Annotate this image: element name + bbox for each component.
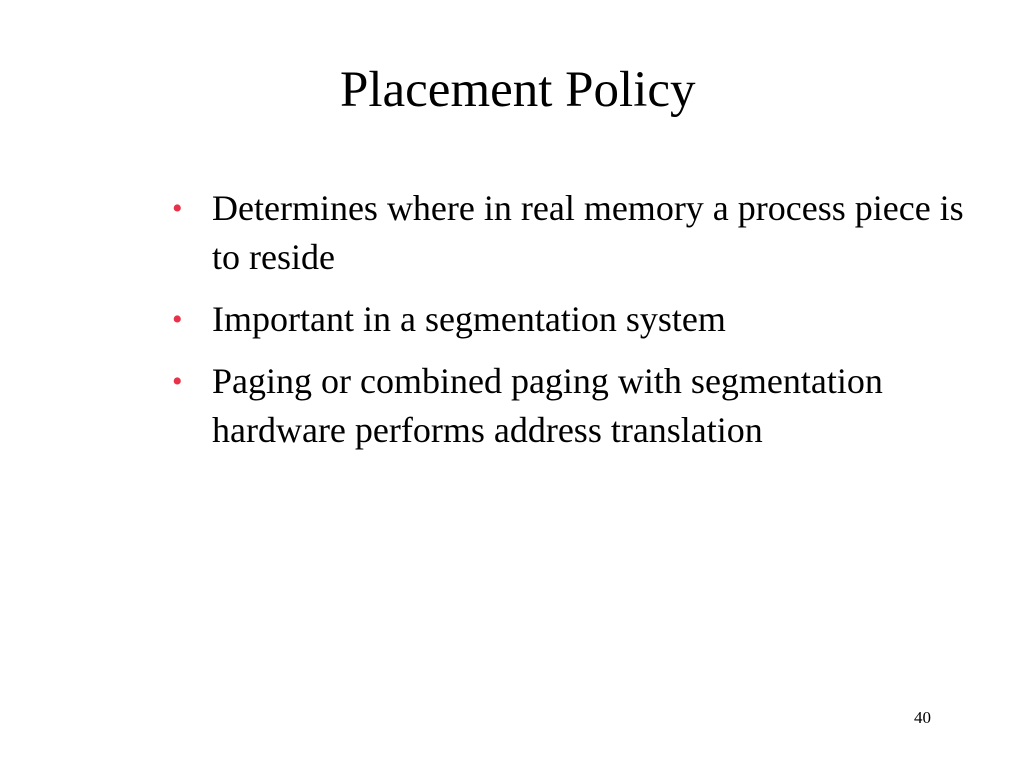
bullet-list	[170, 184, 970, 468]
bullet-dot-icon: •	[172, 303, 183, 336]
bullet-item	[170, 357, 970, 455]
bullet-text: Determines where in real memory a process piece is to reside	[212, 188, 964, 277]
bullet-text: Important in a segmentation system	[212, 299, 726, 339]
bullet-dot-icon: •	[172, 192, 183, 225]
slide-page-number: 40	[914, 708, 931, 727]
slide-title: Placement Policy	[340, 62, 696, 118]
bullet-text: Paging or combined paging with segmentation hardware performs address translation	[212, 361, 883, 450]
bullet-item	[170, 184, 970, 282]
bullet-item	[170, 295, 970, 344]
bullet-dot-icon: •	[172, 365, 183, 398]
